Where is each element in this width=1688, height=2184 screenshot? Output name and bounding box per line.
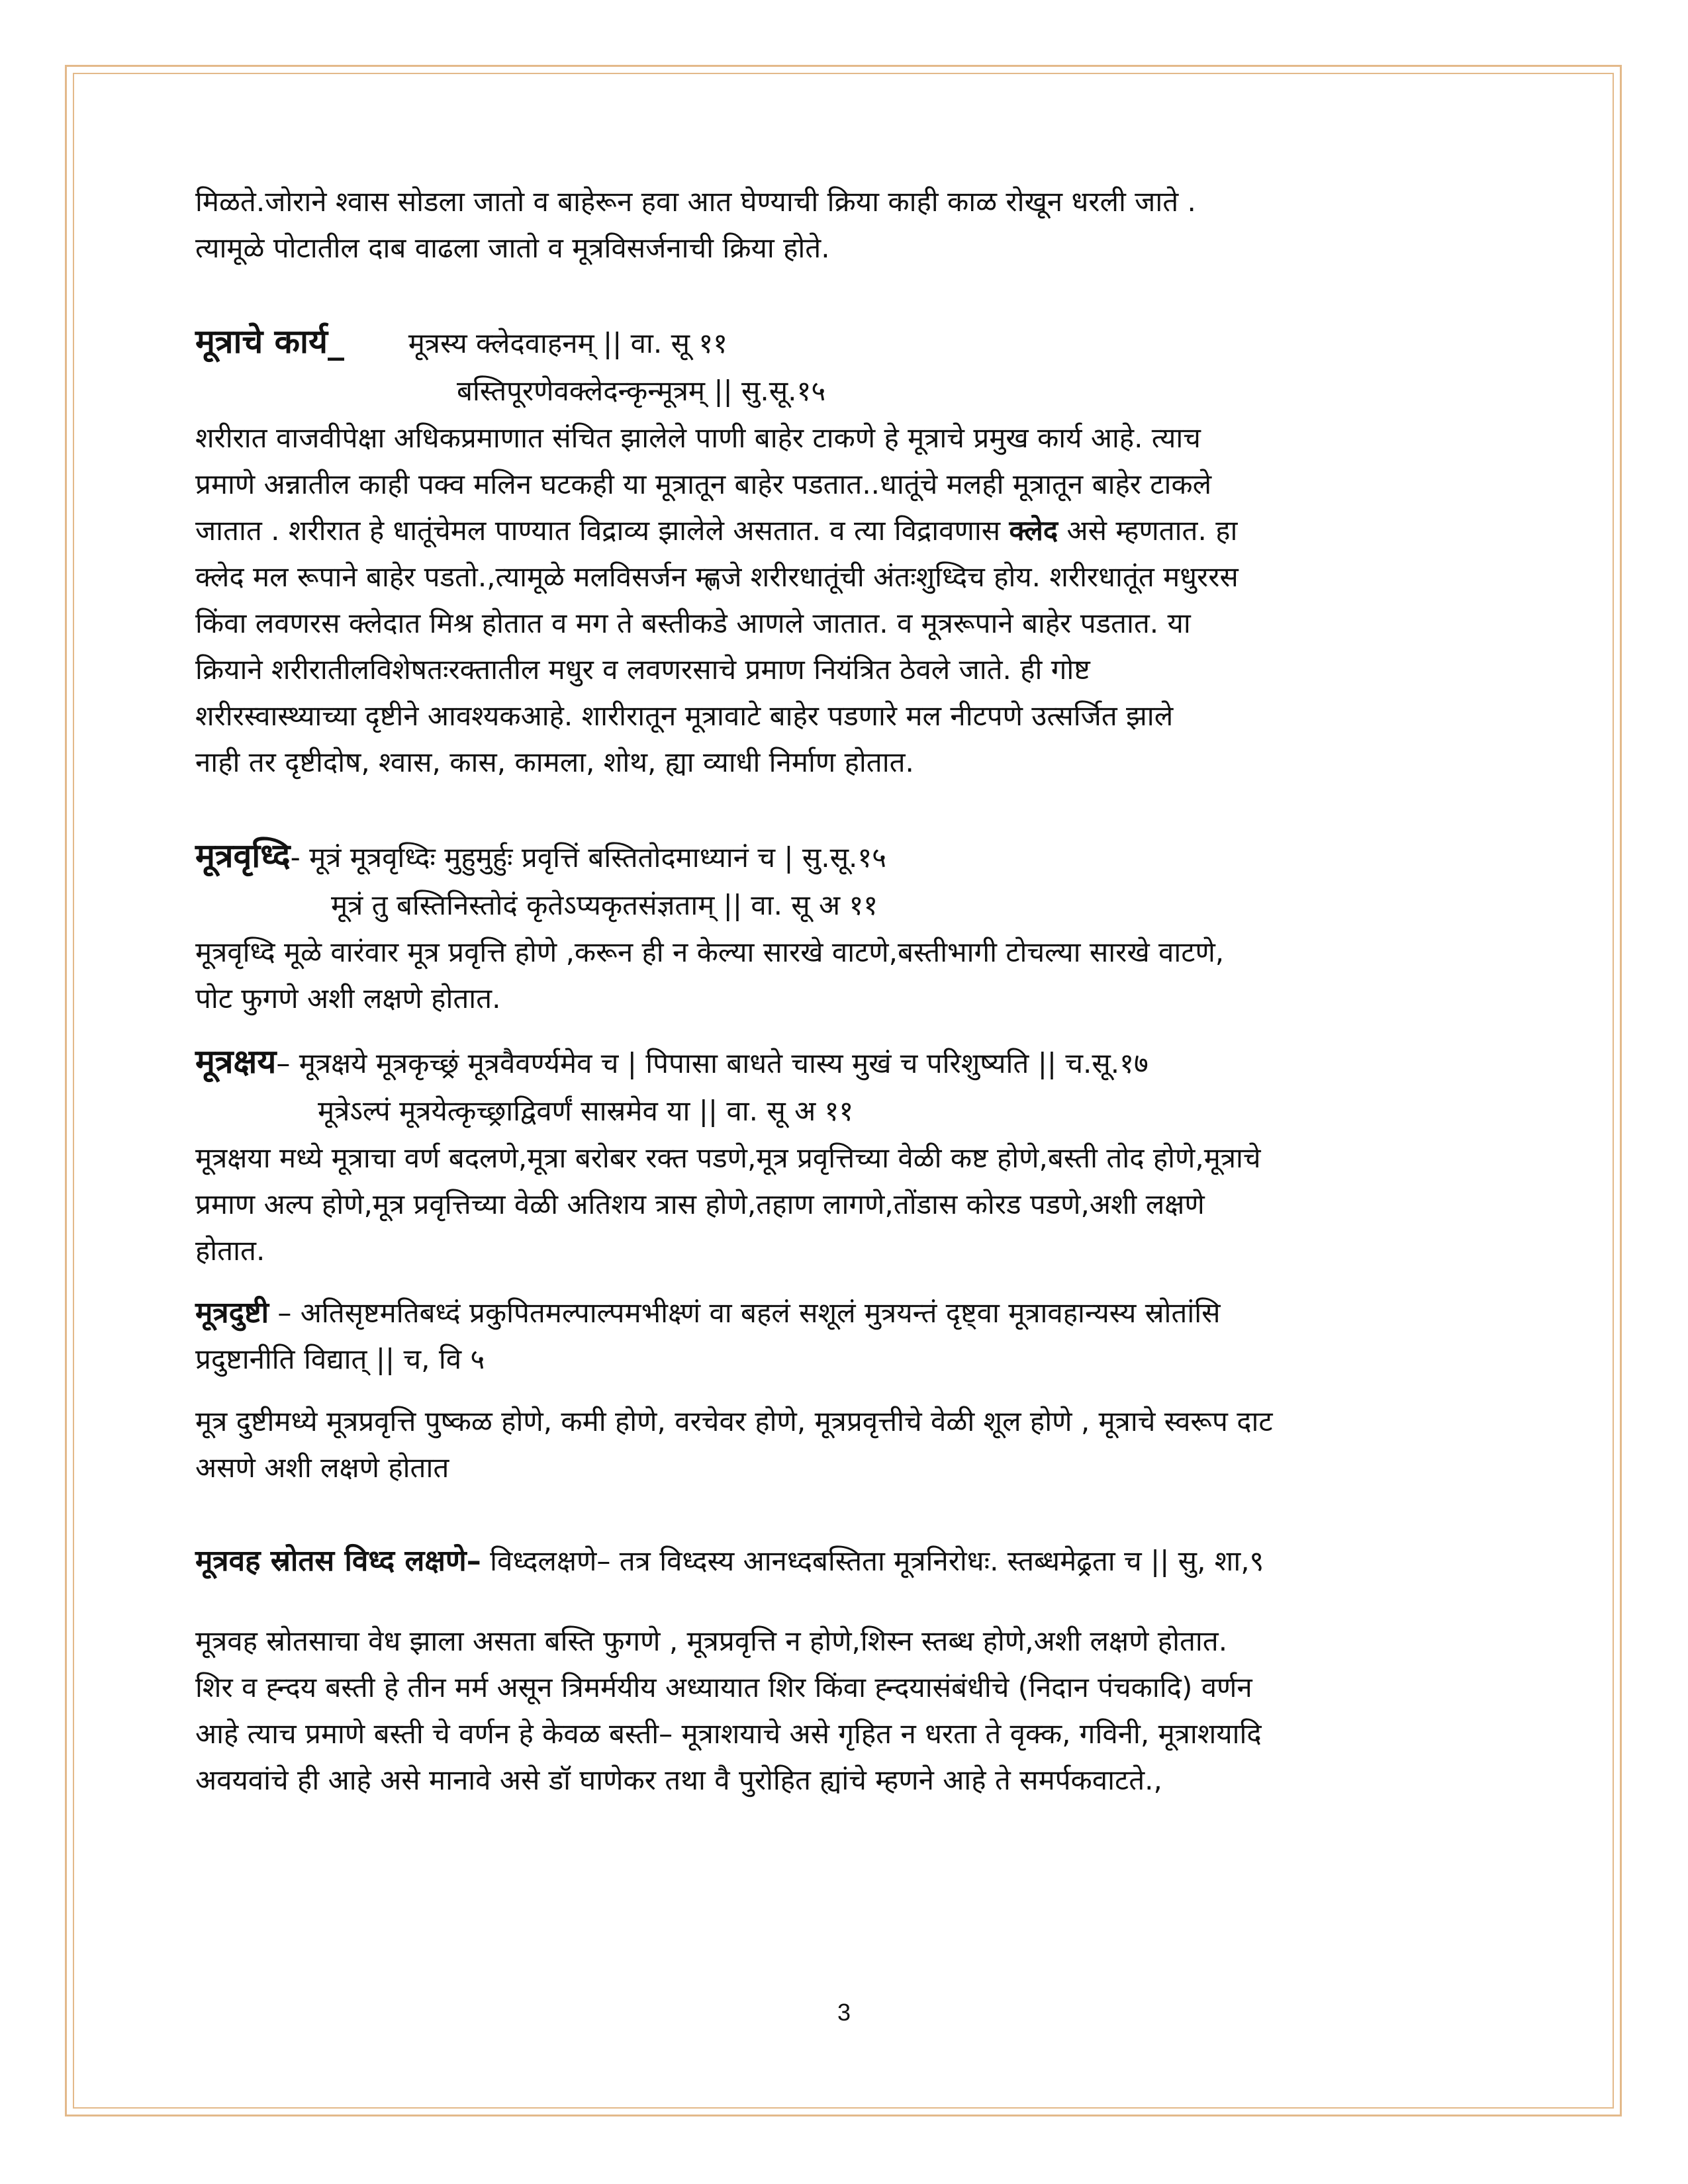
text-line: जातात . शरीरात हे धातूंचेमल पाण्यात विद्राव्य झालेले असतात. व त्या विद्रावणास क्लेद असे म्हणतात. हा (195, 514, 1238, 547)
section-heading: मूत्रवह स्रोतस विध्द लक्षणे– (195, 1544, 481, 1578)
text-line: असणे अशी लक्षणे होतात (195, 1451, 449, 1484)
document-body (195, 179, 1493, 1803)
text-line: त्यामूळे पोटातील दाब वाढला जातो व मूत्रविसर्जनाची क्रिया होते. (195, 232, 830, 264)
text-line: मूत्रवह स्रोतसाचा वेध झाला असता बस्ति फुगणे , मूत्रप्रवृत्ति न होणे,शिस्न स्तब्ध होणे,अशी लक्षणे होतात. (195, 1625, 1228, 1657)
verse-line: - मूत्रं मूत्रवृध्दिः मुहुमुर्हुः प्रवृत्तिं बस्तितोदमाध्यानं च | सु.सू.१५ (290, 841, 887, 874)
page-number: 3 (837, 1999, 851, 2026)
text-line: क्लेद मल रूपाने बाहेर पडतो.,त्यामूळे मलविसर्जन म्ह्णजे शरीरधातूंची अंतःशुध्दिच होय. शरीरधातूंत मधुररस (195, 561, 1239, 593)
verse-line: – मूत्रक्षये मूत्रकृच्छ्रं मूत्रवैवर्ण्यमेव च | पिपासा बाधते चास्य मुखं च परिशुष्यति || च.सू.१७ (276, 1047, 1149, 1079)
text-line: पोट फुगणे अशी लक्षणे होतात. (195, 982, 501, 1015)
section-heading: मूत्रवृध्दि (195, 837, 291, 875)
text-line: नाही तर दृष्टीदोष, श्वास, कास, कामला, शोथ, ह्या व्याधी निर्माण होतात. (195, 746, 914, 778)
verse-line: मूत्रं तु बस्तिनिस्तोदं कृतेऽप्यकृतसंज्ञताम् || वा. सू अ ११ (331, 889, 878, 921)
intro-paragraph (195, 179, 1493, 271)
text-line: मिळते.जोराने श्वास सोडला जातो व बाहेरून हवा आत घेण्याची क्रिया काही काळ रोखून धरली जाते . (195, 185, 1196, 218)
text-line: मूत्रक्षया मध्ये मूत्राचा वर्ण बदलणे,मूत्रा बरोबर रक्त पडणे,मूत्र प्रवृत्तिच्या वेळी कष्ट होणे,बस्ती तोद होणे,मूत्राचे (195, 1142, 1261, 1174)
text-line: प्रमाणे अन्नातील काही पक्व मलिन घटकही या मूत्रातून बाहेर पडतात..धातूंचे मलही मूत्रातून बाहेर टाकले (195, 468, 1212, 500)
text-line: मूत्रवृध्दि मूळे वारंवार मूत्र प्रवृत्ति होणे ,करून ही न केल्या सारखे वाटणे,बस्तीभागी टोचल्या सारखे वाटणे, (195, 936, 1225, 968)
text-line: क्रियाने शरीरातीलविशेषतःरक्तातील मधुर व लवणरसाचे प्रमाण नियंत्रित ठेवले जाते. ही गोष्ट (195, 653, 1090, 686)
verse-line: मूत्रेऽल्पं मूत्रयेत्कृच्छ्राद्विवर्णं सास्रमेव या || वा. सू अ ११ (318, 1095, 854, 1127)
section-mutra-karya (195, 318, 1493, 786)
text-line: मूत्रदुष्टी – अतिसृष्टमतिबध्दं प्रकुपितमल्पाल्पमभीक्ष्णं वा बहलं सशूलं मुत्रयन्तं दृष्ट्वा मूत्रावहान्यस्य स्रोतांसि (195, 1296, 1221, 1330)
text-line: शिर व ह्न्दय बस्ती हे तीन मर्म असून त्रिमर्मयीय अध्यायात शिर किंवा ह्न्दयासंबंधीचे (निदान पंचकादि) वर्णन (195, 1671, 1252, 1704)
text-line: आहे त्याच प्रमाणे बस्ती चे वर्णन हे केवळ बस्ती– मूत्राशयाचे असे गृहित न धरता ते वृक्क, गविनी, मूत्राशयादि (195, 1717, 1262, 1750)
text-line: शरीरस्वास्थ्याच्या दृष्टीने आवश्यकआहे. शारीरातून मूत्रावाटे बाहेर पडणारे मल नीटपणे उत्सर्जित झाले (195, 700, 1174, 732)
text-line: किंवा लवणरस क्लेदात मिश्र होतात व मग ते बस्तीकडे आणले जातात. व मूत्ररूपाने बाहेर पडतात. या (195, 607, 1191, 639)
text-line: मूत्र दुष्टीमध्ये मूत्रप्रवृत्ति पुष्कळ होणे, कमी होणे, वरचेवर होणे, मूत्रप्रवृत्तीचे वेळी शूल होणे , मूत्राचे स्वरूप दाट (195, 1405, 1273, 1437)
text-line: प्रमाण अल्प होणे,मूत्र प्रवृत्तिच्या वेळी अतिशय त्रास होणे,तहाण लागणे,तोंडास कोरड पडणे,अशी लक्षणे (195, 1188, 1205, 1220)
section-mutra-dushti (195, 1290, 1493, 1491)
text-line: होतात. (195, 1234, 265, 1267)
verse-line: प्रदुष्टानीति विद्यात् || च, वि ५ (195, 1343, 485, 1375)
section-heading: मूत्रदुष्टी (195, 1296, 269, 1330)
section-mutra-vriddhi (195, 832, 1493, 1022)
text-line: शरीरात वाजवीपेक्षा अधिकप्रमाणात संचित झालेले पाणी बाहेर टाकणे हे मूत्राचे प्रमुख कार्य आहे. त्याच (195, 422, 1201, 454)
verse-line: मूत्रस्य क्लेदवाहनम् || वा. सू ११ (408, 327, 728, 359)
section-heading: मूत्राचे कार्य_ (195, 322, 344, 361)
verse-line: बस्तिपूरणेवक्लेदन्कृन्मूत्रम् || सु.सू.१५ (457, 375, 826, 407)
section-mutravaha-viddha (195, 1537, 1493, 1803)
verse-line: विध्दलक्षणे– तत्र विध्दस्य आनध्दबस्तिता मूत्रनिरोधः. स्तब्धमेढ्रता च || सु, शा,९ (481, 1545, 1264, 1577)
section-mutra-kshaya (195, 1038, 1493, 1274)
text-line: अवयवांचे ही आहे असे मानावे असे डॉ घाणेकर तथा वै पुरोहित ह्यांचे म्हणने आहे ते समर्पकवाटते., (195, 1764, 1162, 1796)
section-heading: मूत्रक्षय (195, 1042, 277, 1081)
kleda-term: क्लेद (1009, 514, 1058, 547)
